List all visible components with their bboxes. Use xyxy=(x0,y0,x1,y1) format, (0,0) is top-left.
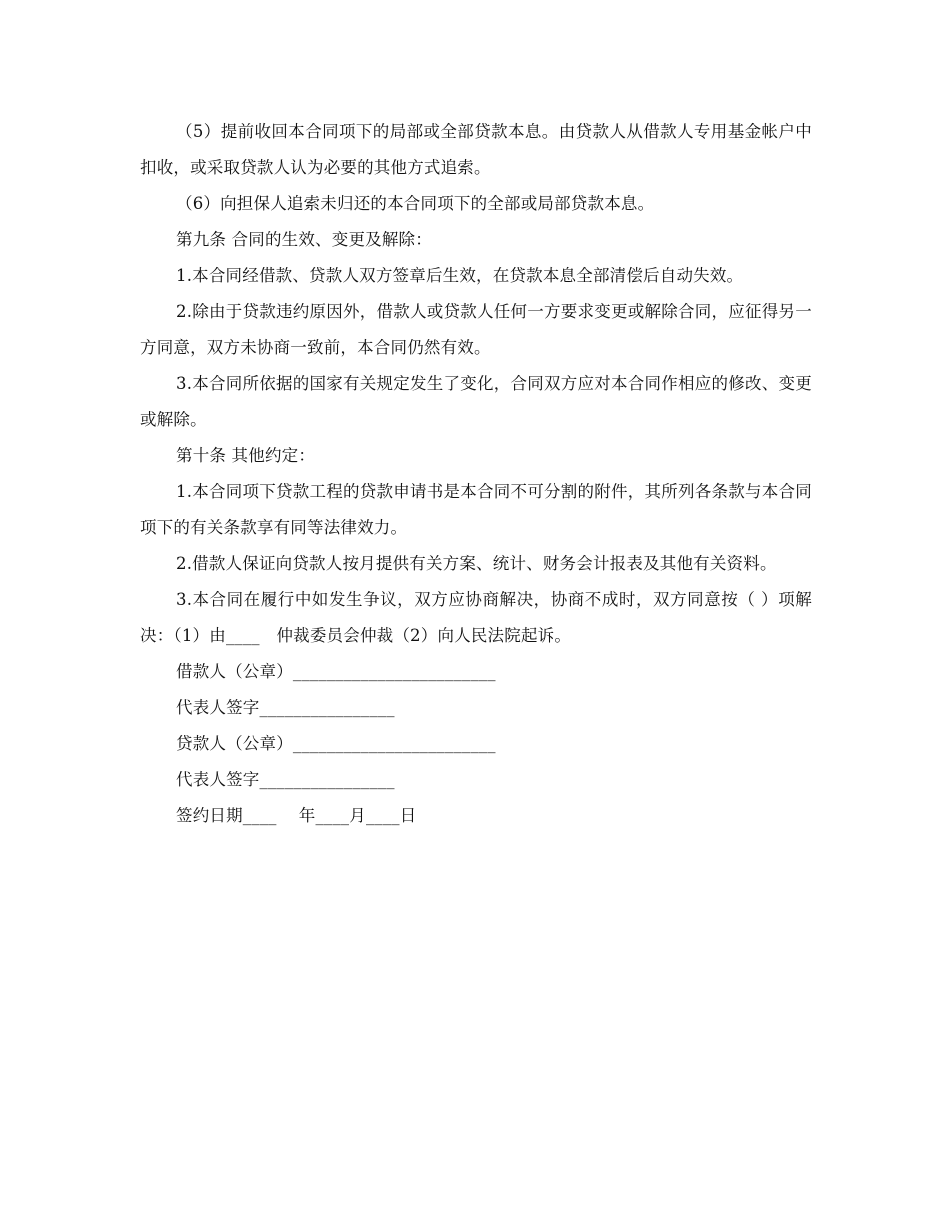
clause-8-item-6: （6）向担保人追索未归还的本合同项下的全部或局部贷款本息。 xyxy=(176,194,655,213)
article-10-item-1: 1.本合同项下贷款工程的贷款申请书是本合同不可分割的附件，其所列各条款与本合同项下的有关条款享有同等法律效力。 xyxy=(140,482,812,537)
article-10-item-2: 2.借款人保证向贷款人按月提供有关方案、统计、财务会计报表及其他有关资料。 xyxy=(176,554,777,573)
article-10-heading: 第十条 其他约定： xyxy=(176,446,316,465)
article-9-item-3: 3.本合同所依据的国家有关规定发生了变化，合同双方应对本合同作相应的修改、变更或解除。 xyxy=(140,374,812,429)
article-9-heading: 第九条 合同的生效、变更及解除： xyxy=(176,230,432,249)
article-9-item-1: 1.本合同经借款、贷款人双方签章后生效，在贷款本息全部清偿后自动失效。 xyxy=(176,266,744,285)
borrower-representative-signature-line: 代表人签字________________ xyxy=(176,698,395,717)
lender-seal-line: 贷款人（公章）________________________ xyxy=(176,734,496,753)
article-9-item-2: 2.除由于贷款违约原因外，借款人或贷款人任何一方要求变更或解除合同，应征得另一方同意，双方未协商一致前，本合同仍然有效。 xyxy=(140,302,812,357)
borrower-seal-line: 借款人（公章）________________________ xyxy=(176,662,496,681)
clause-8-item-5: （5）提前收回本合同项下的局部或全部贷款本息。由贷款人从借款人专用基金帐户中扣收，或采取贷款人认为必要的其他方式追索。 xyxy=(140,122,812,177)
signing-date-line: 签约日期____ 年____月____日 xyxy=(176,806,417,825)
document-body xyxy=(140,114,812,834)
lender-representative-signature-line: 代表人签字________________ xyxy=(176,770,395,789)
article-10-item-3: 3.本合同在履行中如发生争议，双方应协商解决，协商不成时，双方同意按（ ）项解决：（1）由____ 仲裁委员会仲裁（2）向人民法院起诉。 xyxy=(140,590,812,645)
